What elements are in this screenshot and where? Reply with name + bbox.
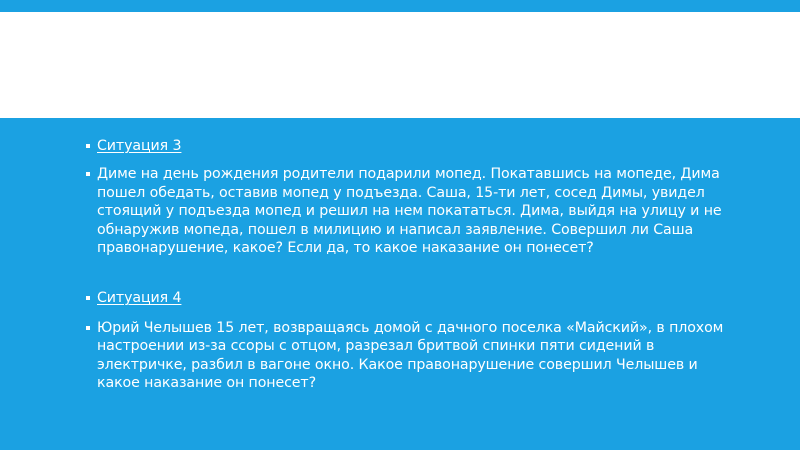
bullet-icon [86,144,90,148]
situation-3-text [86,165,726,257]
bullet-icon [86,326,90,330]
situation-3-heading [86,137,726,155]
bullet-icon [86,172,90,176]
situation-4-heading [86,289,726,307]
bullet-icon [86,296,90,300]
situation-4-text [86,319,726,393]
situation-3-body: Диме на день рождения родители подарили мопед. Покатавшись на мопеде, Дима пошел обедать, оставив мопед у подъезда. Саша, 15-ти лет, сосед Димы, увидел стоящий у подъезда мопед и решил на нем покататься. Дима, выйдя на улицу и не обнаружив мопеда, пошел в милицию и написал заявление. Совершил ли Саша правонарушение, какое? Если да, то какое наказание он понесет? [97,166,722,257]
situation-3-heading-text: Ситуация 3 [97,138,182,154]
title-area [0,12,800,118]
situation-4-body: Юрий Челышев 15 лет, возвращаясь домой с дачного поселка «Майский», в плохом настроении из-за ссоры с отцом, разрезал бритвой спинки пяти сидений в электричке, разбил в вагоне окно. Какое правонарушение совершил Челышев и какое наказание он понесет? [97,319,724,392]
content-body [86,133,726,392]
situation-4-heading-text: Ситуация 4 [97,290,182,307]
